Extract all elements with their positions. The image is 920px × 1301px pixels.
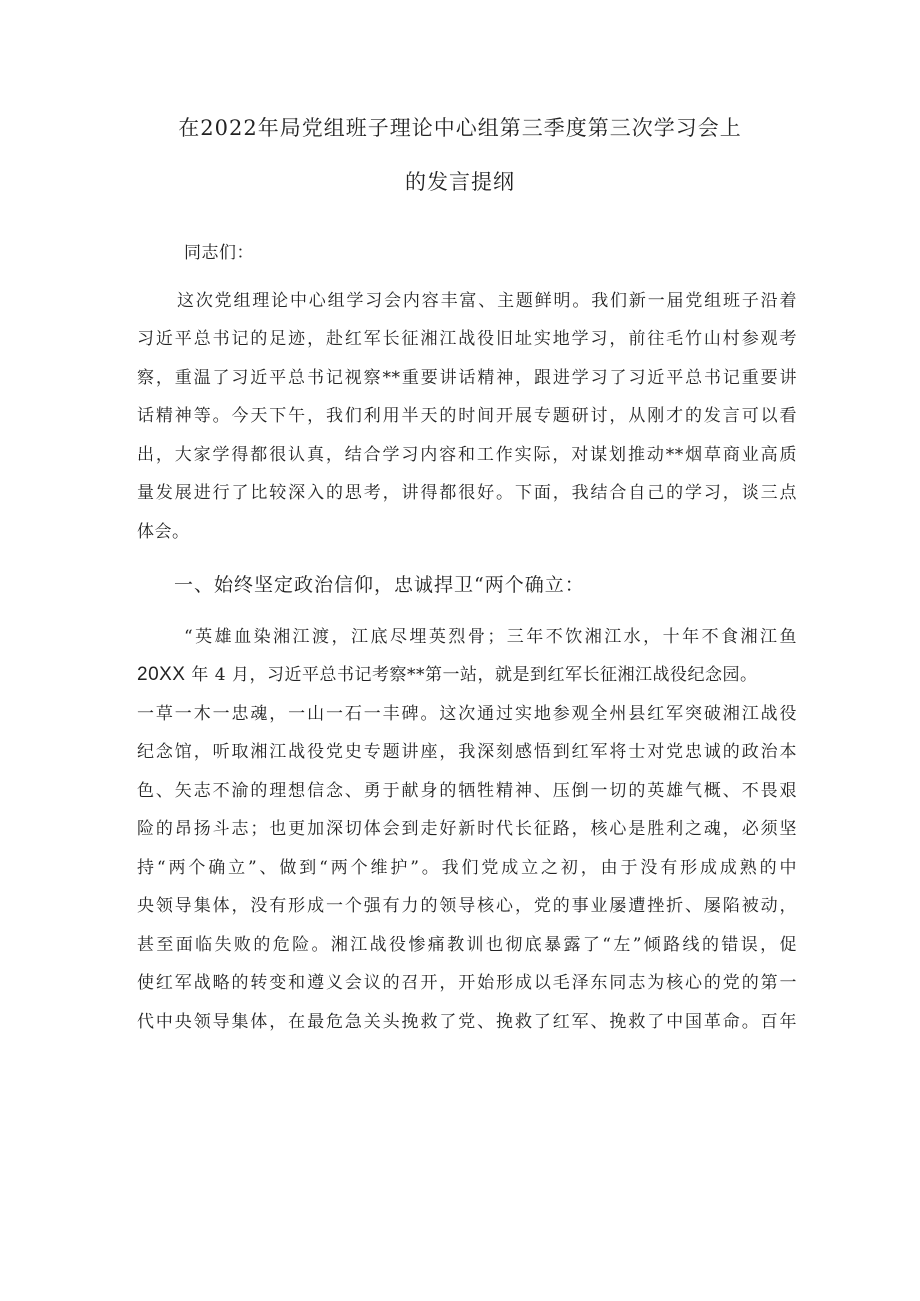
paragraph-2-line-rest: 年 4 月，习近平总书记考察**第一站，就是到红军长征湘江战役纪念园。	[185, 665, 758, 685]
paragraph-2-line: 色、矢志不渝的理想信念、勇于献身的牺牲精神、压倒一切的英雄气概、不畏艰	[137, 781, 797, 801]
document-title-line-2: 的发言提纲	[405, 170, 515, 194]
paragraph-2-line: 代中央领导集体，在最危急关头挽救了党、挽救了红军、挽救了中国革命。百年	[137, 1012, 797, 1032]
paragraph-1-line: 话精神等。今天下午，我们利用半天的时间开展专题研讨，从刚才的发言可以看	[137, 406, 797, 426]
document-title-line-1: 在2022年局党组班子理论中心组第三季度第三次学习会上	[178, 116, 742, 140]
paragraph-2-line: 央领导集体，没有形成一个强有力的领导核心，党的事业屡遭挫折、屡陷被动，	[137, 896, 797, 916]
section-heading-1: 一、始终坚定政治信仰，忠诚捍卫“两个确立：	[174, 574, 585, 596]
paragraph-1-line: 量发展进行了比较深入的思考，讲得都很好。下面，我结合自己的学习，谈三点	[137, 483, 797, 503]
paragraph-2-line: 险的昂扬斗志；也更加深切体会到走好新时代长征路，核心是胜利之魂，必须坚	[137, 819, 797, 839]
paragraph-2-line: 纪念馆，听取湘江战役党史专题讲座，我深刻感悟到红军将士对党忠诚的政治本	[137, 742, 797, 762]
paragraph-1-line: 这次党组理论中心组学习会内容丰富、主题鲜明。我们新一届党组班子沿着	[177, 291, 797, 311]
paragraph-1-line: 察，重温了习近平总书记视察**重要讲话精神，跟进学习了习近平总书记重要讲	[137, 368, 797, 388]
paragraph-1-line: 习近平总书记的足迹，赴红军长征湘江战役旧址实地学习，前往毛竹山村参观考	[137, 329, 797, 349]
paragraph-2-line	[137, 662, 797, 688]
paragraph-2-line: 使红军战略的转变和遵义会议的召开，开始形成以毛泽东同志为核心的党的第一	[137, 973, 797, 993]
paragraph-2-line: 一草一木一忠魂，一山一石一丰碑。这次通过实地参观全州县红军突破湘江战役	[137, 704, 797, 724]
paragraph-1-line: 出，大家学得都很认真，结合学习内容和工作实际，对谋划推动**烟草商业高质	[137, 445, 797, 465]
paragraph-2-line: “英雄血染湘江渡，江底尽埋英烈骨；三年不饮湘江水，十年不食湘江鱼	[184, 627, 797, 647]
paragraph-2-line: 甚至面临失败的危险。湘江战役惨痛教训也彻底暴露了“左”倾路线的错误，促	[137, 935, 797, 955]
paragraph-2-line: 持“两个确立”、做到“两个维护”。我们党成立之初，由于没有形成成熟的中	[137, 858, 797, 878]
paragraph-1-line: 体会。	[137, 522, 190, 542]
salutation: 同志们：	[184, 243, 254, 263]
paragraph-2-date-year: 20XX	[137, 664, 186, 685]
